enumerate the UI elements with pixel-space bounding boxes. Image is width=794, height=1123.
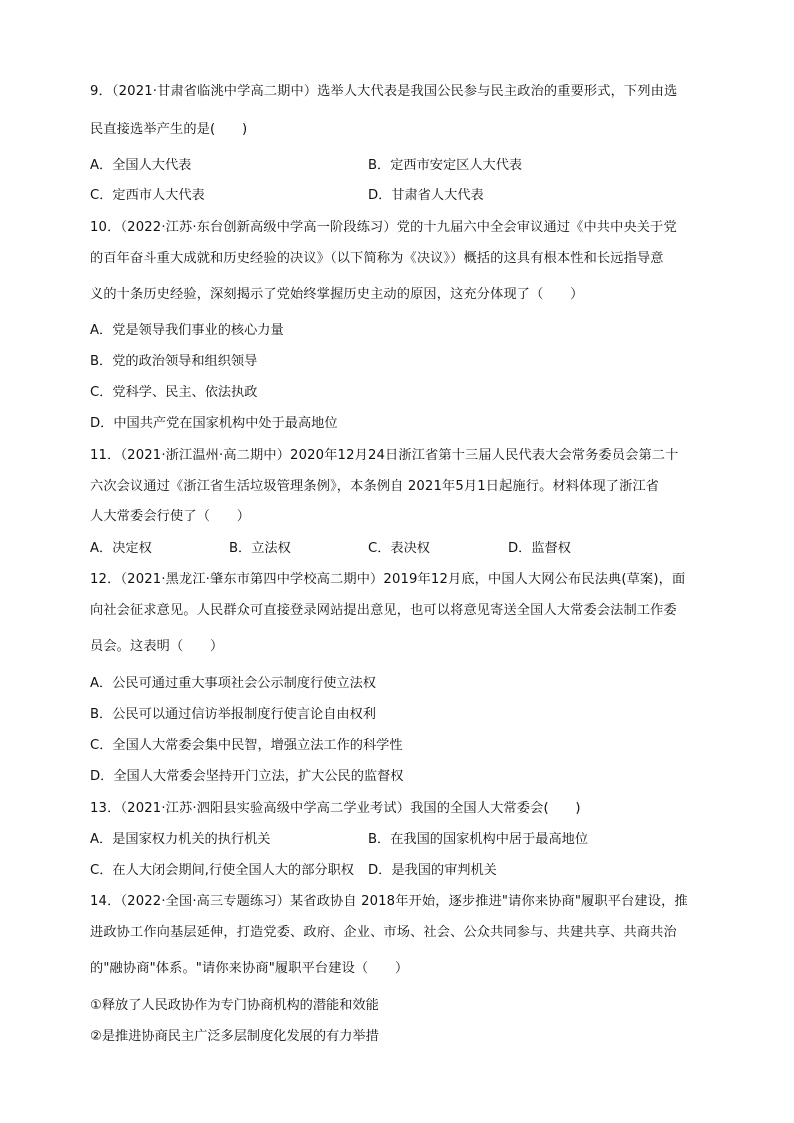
question-10-option-c: C．党科学、民主、依法执政	[90, 385, 258, 400]
question-11-line-1: 11．（2021·浙江温州·高二期中）2020年12月24日浙江省第十三届人民代表大会常务委员会第二十	[90, 448, 679, 463]
question-12-line-2: 向社会征求意见。人民群众可直接登录网站提出意见，也可以将意见寄送全国人大常委会法制工作委	[90, 603, 677, 618]
question-13-option-d: D．是我国的审判机关	[368, 863, 497, 878]
question-10-option-d: D．中国共产党在国家机构中处于最高地位	[90, 416, 338, 431]
question-9-option-d: D．甘肃省人大代表	[368, 188, 484, 203]
question-11-option-d: D．监督权	[508, 541, 571, 556]
question-11-option-c: C．表决权	[368, 541, 430, 556]
question-14-line-3: 的"融协商"体系。"请你来协商"履职平台建设（ ）	[90, 961, 409, 976]
question-10-line-1: 10．（2022·江苏·东台创新高级中学高一阶段练习）党的十九届六中全会审议通过《中共中央关于党	[90, 220, 677, 235]
question-13-option-a: A．是国家权力机关的执行机关	[90, 832, 271, 847]
question-9-line-2: 民直接选举产生的是( )	[90, 122, 248, 137]
question-9-line-1: 9．（2021·甘肃省临洮中学高二期中）选举人大代表是我国公民参与民主政治的重要形式，下列由选	[90, 84, 678, 99]
question-13-option-b: B．在我国的国家机构中居于最高地位	[368, 832, 589, 847]
question-14-statement-2: ②是推进协商民主广泛多层制度化发展的有力举措	[90, 1029, 379, 1044]
question-10-option-b: B．党的政治领导和组织领导	[90, 354, 258, 369]
question-12-option-c: C．全国人大常委会集中民智，增强立法工作的科学性	[90, 738, 403, 753]
question-11-line-3: 人大常委会行使了（ ）	[90, 509, 251, 524]
question-12-option-a: A．公民可通过重大事项社会公示制度行使立法权	[90, 676, 376, 691]
question-14-line-1: 14．（2022·全国·高三专题练习）某省政协自 2018年开始，逐步推进"请你来协商"履职平台建设，推	[90, 894, 688, 909]
question-10-line-2: 的百年奋斗重大成就和历史经验的决议》（以下简称为《决议》）概括的这具有根本性和长远指导意	[90, 251, 664, 266]
question-11-option-a: A．决定权	[90, 541, 152, 556]
question-13-option-c: C．在人大闭会期间,行使全国人大的部分职权	[90, 863, 354, 878]
question-13-line-1: 13．（2021·江苏·泗阳县实验高级中学高二学业考试）我国的全国人大常委会( )	[90, 801, 581, 816]
question-12-option-b: B．公民可以通过信访举报制度行使言论自由权利	[90, 707, 376, 722]
question-10-option-a: A．党是领导我们事业的核心力量	[90, 323, 284, 338]
question-12-option-d: D．全国人大常委会坚持开门立法，扩大公民的监督权	[90, 769, 404, 784]
question-12-line-3: 员会。这表明（ ）	[90, 639, 224, 654]
question-11-option-b: B．立法权	[229, 541, 291, 556]
question-12-line-1: 12．（2021·黑龙江·肇东市第四中学校高二期中）2019年12月底，中国人大网公布民法典(草案)，面	[90, 572, 686, 587]
question-9-option-c: C．定西市人大代表	[90, 188, 205, 203]
question-11-line-2: 六次会议通过《浙江省生活垃圾管理条例》，本条例自 2021年5月1日起施行。材料体现了浙江省	[90, 479, 660, 494]
question-14-line-2: 进政协工作向基层延伸，打造党委、政府、企业、市场、社会、公众共同参与、共建共享、共商共治	[90, 925, 677, 940]
question-9-option-b: B．定西市安定区人大代表	[368, 158, 523, 173]
question-10-line-3: 义的十条历史经验，深刻揭示了党始终掌握历史主动的原因，这充分体现了（ ）	[90, 287, 584, 302]
question-14-statement-1: ①释放了人民政协作为专门协商机构的潜能和效能	[90, 998, 379, 1013]
question-9-option-a: A．全国人大代表	[90, 158, 192, 173]
